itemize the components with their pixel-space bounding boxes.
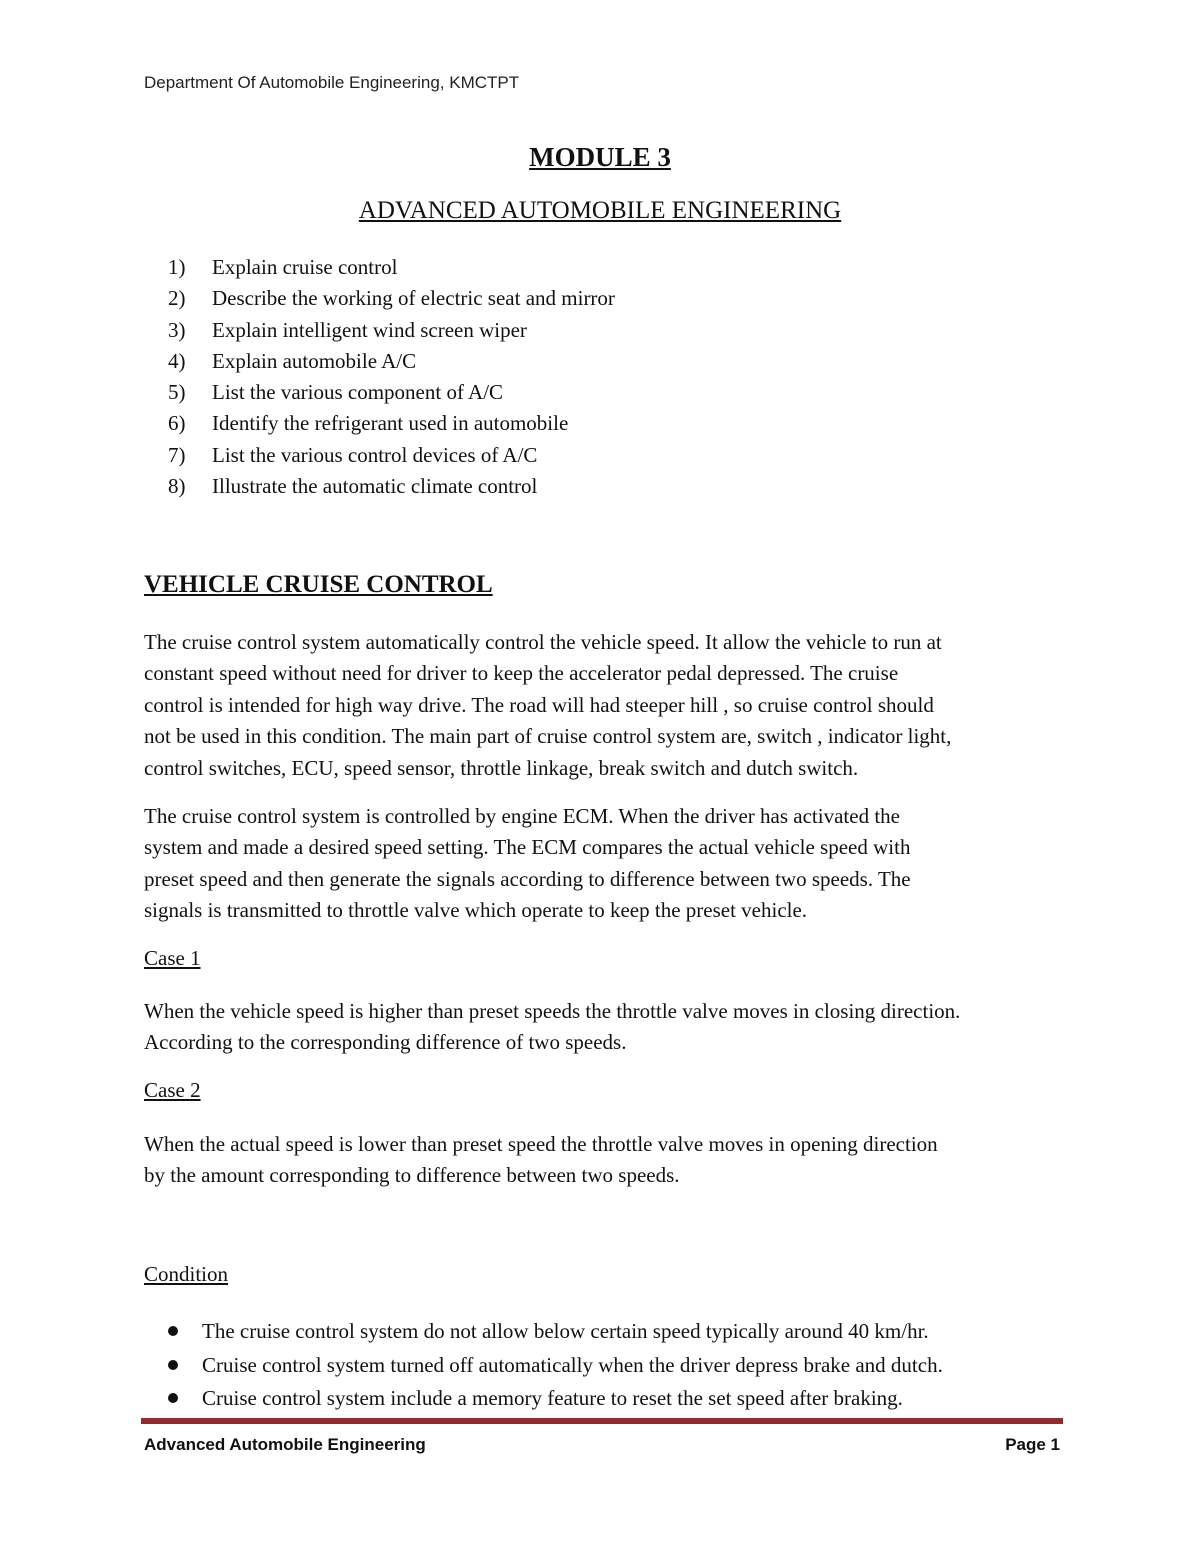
condition-label: Condition (144, 1262, 229, 1286)
item-number: 3) (168, 317, 186, 342)
text-line: system and made a desired speed setting. The ECM compares the actual vehicle speed with (144, 835, 911, 860)
text-line: signals is transmitted to throttle valve which operate to keep the preset vehicle. (144, 898, 808, 923)
item-text: Explain automobile A/C (212, 348, 417, 373)
subject-title: ADVANCED AUTOMOBILE ENGINEERING (358, 197, 842, 224)
text-line: According to the corresponding difference of two speeds. (144, 1030, 627, 1055)
item-number: 4) (168, 348, 186, 373)
footer-divider (141, 1418, 1063, 1424)
list-item (168, 377, 615, 408)
list-item (168, 1349, 943, 1383)
page-number: Page 1 (1005, 1435, 1060, 1454)
case-2-label: Case 2 (144, 1078, 201, 1102)
item-number: 6) (168, 411, 186, 436)
list-item (168, 346, 615, 377)
bullet-icon (168, 1326, 178, 1336)
item-text: The cruise control system do not allow below certain speed typically around 40 km/hr. (202, 1319, 929, 1343)
list-item (168, 283, 615, 314)
list-item (168, 471, 615, 502)
bullet-icon (168, 1393, 178, 1403)
item-text: Describe the working of electric seat and mirror (212, 286, 615, 311)
text-line: constant speed without need for driver to keep the accelerator pedal depressed. The cruise (144, 661, 899, 686)
intro-paragraph (144, 627, 1084, 784)
item-number: 2) (168, 286, 186, 311)
footer-title: Advanced Automobile Engineering (144, 1435, 426, 1454)
text-line: control switches, ECU, speed sensor, throttle linkage, break switch and dutch switch. (144, 755, 859, 780)
item-text: Cruise control system turned off automatically when the driver depress brake and dutch. (202, 1352, 943, 1377)
list-item (168, 252, 615, 283)
list-item (168, 440, 615, 471)
item-number: 1) (168, 255, 186, 279)
item-text: Identify the refrigerant used in automobile (212, 411, 569, 436)
text-line: The cruise control system automatically control the vehicle speed. It allow the vehicle to run at (144, 630, 942, 654)
text-line: When the actual speed is lower than preset speed the throttle valve moves in opening direction (144, 1132, 938, 1156)
list-item (168, 1382, 943, 1416)
item-text: List the various control devices of A/C (212, 442, 538, 467)
objectives-list (168, 252, 615, 502)
list-item (168, 315, 615, 346)
item-number: 5) (168, 380, 186, 405)
page-header: Department Of Automobile Engineering, KMCTPT (144, 73, 520, 92)
case-1-label: Case 1 (144, 946, 201, 970)
list-item (168, 408, 615, 439)
item-text: Illustrate the automatic climate control (212, 474, 538, 499)
text-line: by the amount corresponding to difference between two speeds. (144, 1163, 680, 1188)
text-line: The cruise control system is controlled by engine ECM. When the driver has activated the (144, 804, 900, 828)
case-2-paragraph (144, 1129, 1084, 1192)
item-text: Explain intelligent wind screen wiper (212, 317, 527, 342)
case-1-paragraph (144, 996, 1084, 1059)
text-line: When the vehicle speed is higher than preset speeds the throttle valve moves in closing direction. (144, 999, 961, 1023)
conditions-list (168, 1315, 943, 1416)
item-text: Cruise control system include a memory feature to reset the set speed after braking. (202, 1386, 903, 1410)
list-item (168, 1315, 943, 1349)
item-text: List the various component of A/C (212, 380, 504, 405)
ecm-paragraph (144, 801, 1084, 927)
item-number: 7) (168, 442, 186, 467)
text-line: control is intended for high way drive. The road will had steeper hill , so cruise control should (144, 692, 934, 717)
text-line: preset speed and then generate the signals according to difference between two speeds. The (144, 866, 911, 891)
bullet-icon (168, 1360, 178, 1370)
module-title: MODULE 3 (529, 142, 671, 172)
text-line: not be used in this condition. The main part of cruise control system are, switch , indicator light, (144, 724, 952, 749)
item-number: 8) (168, 474, 186, 499)
item-text: Explain cruise control (212, 255, 398, 279)
section-heading: VEHICLE CRUISE CONTROL (144, 571, 493, 598)
